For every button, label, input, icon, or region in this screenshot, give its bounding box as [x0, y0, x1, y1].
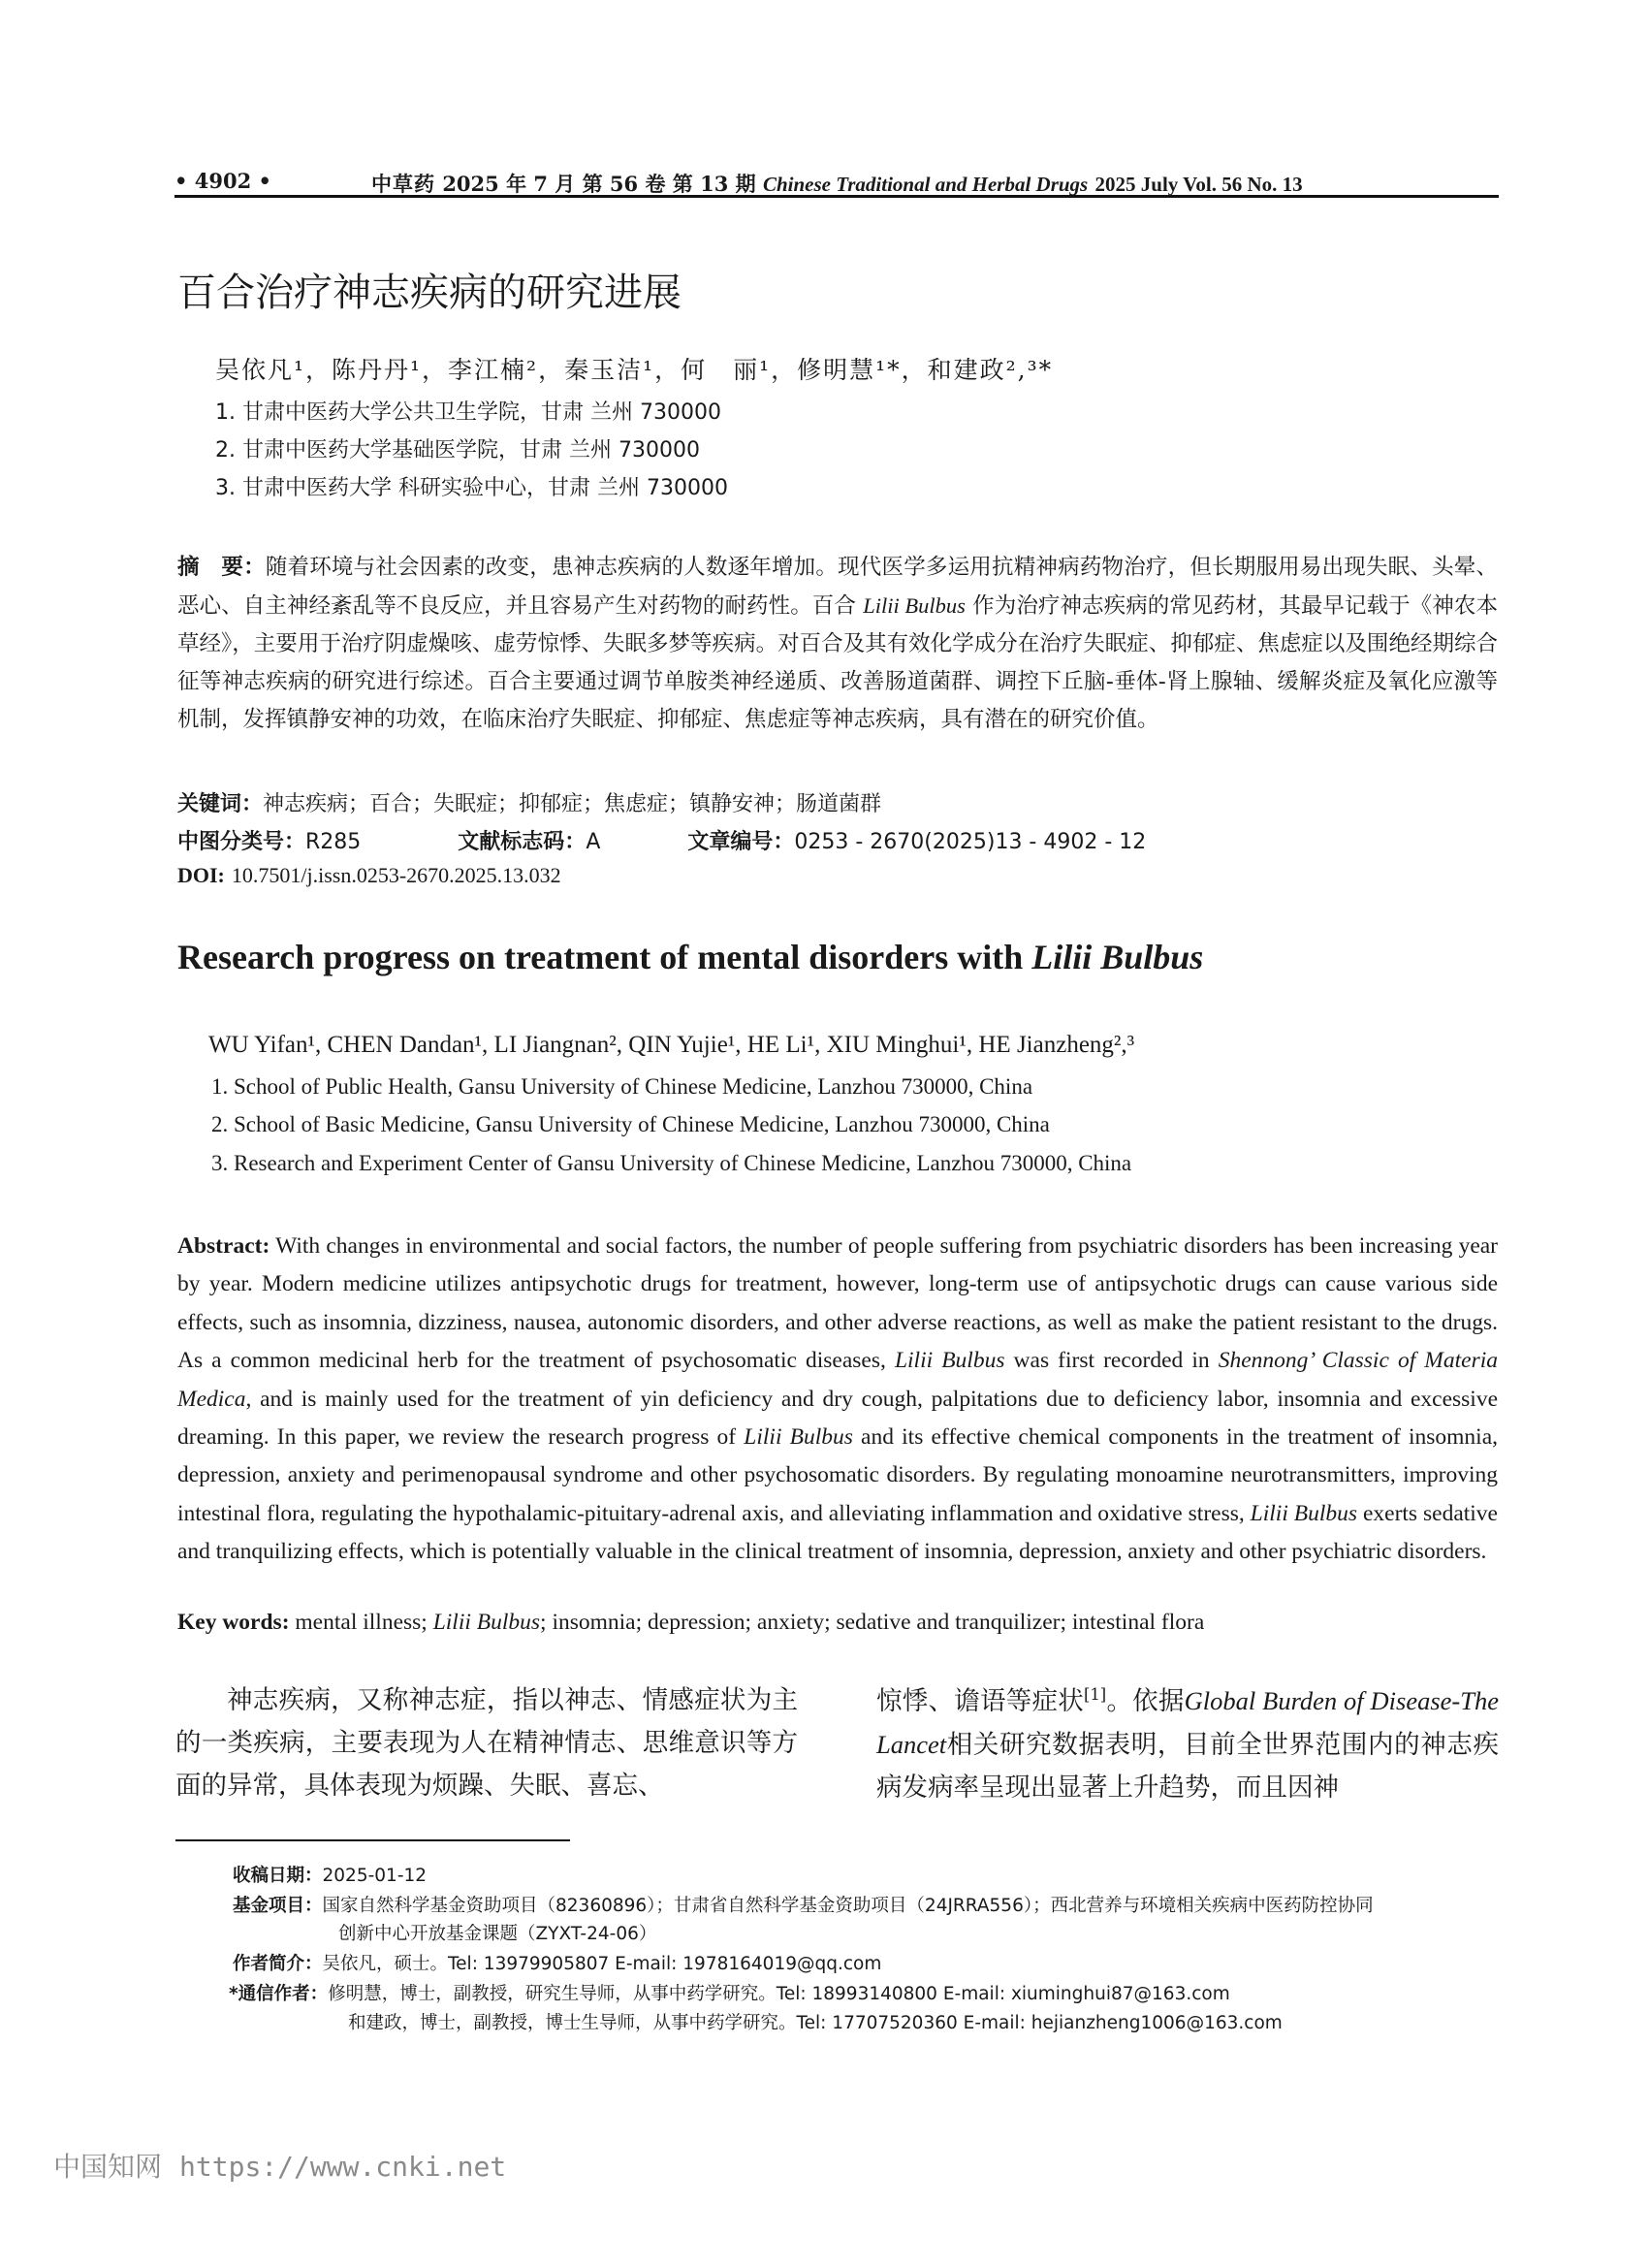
body-right-text-1: 惊悸、谵语等症状 [876, 1686, 1084, 1716]
en-abstract-text-5: exerts sedative and tranquilizing effects, which is potentially valuable in the clinical treatment of insomnia, depression, anxiety and other psychiatric disorders. [177, 1500, 1498, 1565]
cn-abstract-herb: Lilii Bulbus [863, 593, 966, 618]
doi-line [177, 863, 561, 888]
en-title-main: Research progress on treatment of mental disorders with [177, 938, 1032, 976]
author-info: 吴依凡，硕士。Tel: 13979905807 E-mail: 1978164019@qq.com [322, 1954, 882, 1974]
en-affiliation-1: 1. School of Public Health, Gansu University of Chinese Medicine, Lanzhou 730000, China [211, 1074, 1033, 1099]
page-number: • 4902 • [174, 169, 271, 193]
cn-abstract-text-2: 作为治疗神志疾病的常见药材，其最早记载于《神农本草经》，主要用于治疗阴虚燥咳、虚劳惊悸、失眠多梦等疾病。对百合及其有效化学成分在治疗失眠症、抑郁症、焦虑症以及围绝经期综合征等神志疾病的研究进行综述。百合主要通过调节单胺类神经递质、改善肠道菌群、调控下丘脑-垂体-肾上腺轴、缓解炎症及氧化应激等机制，发挥镇静安神的功效，在临床治疗失眠症、抑郁症、焦虑症等神志疾病，具有潜在的研究价值。 [177, 593, 1498, 732]
cn-abstract [177, 549, 1498, 739]
cn-keywords-text: 神志疾病；百合；失眠症；抑郁症；焦虑症；镇静安神；肠道菌群 [263, 792, 882, 816]
issue-cn: 2025 年 7 月 第 56 卷 第 13 期 [442, 172, 756, 196]
cn-keywords [177, 787, 881, 817]
body-right-text-2: 。依据 [1106, 1686, 1185, 1716]
header-rule [174, 195, 1499, 198]
journal-name-en: Chinese Traditional and Herbal Drugs [762, 173, 1089, 196]
cn-affiliation-1: 1. 甘肃中医药大学公共卫生学院，甘肃 兰州 730000 [215, 400, 721, 425]
issue-en: 2025 July Vol. 56 No. 13 [1094, 173, 1303, 196]
article-no-label: 文章编号： [687, 830, 795, 854]
en-affiliation-3: 3. Research and Experiment Center of Gansu University of Chinese Medicine, Lanzhou 730000, China [211, 1151, 1132, 1175]
cn-abstract-label: 摘 要： [177, 555, 266, 580]
footnote-rule [175, 1839, 570, 1841]
body-right-source: Global Burden of Disease-The Lancet [876, 1686, 1499, 1759]
footnote-corr [229, 1980, 1230, 2005]
doc-code-label: 文献标志码： [458, 830, 587, 854]
article-no-value: 0253 - 2670(2025)13 - 4902 - 12 [794, 830, 1147, 854]
body-column-left: 神志疾病，又称神志症，指以神志、情感症状为主的一类疾病，主要表现为人在精神情志、思维意识等方面的异常，具体表现为烦躁、失眠、喜忘、 [175, 1685, 798, 1801]
en-keywords-herb: Lilii Bulbus [432, 1610, 541, 1635]
footnote-fund [233, 1892, 1374, 1917]
journal-name-cn: 中草药 [371, 172, 435, 196]
en-abstract-text-3: , and is mainly used for the treatment of yin deficiency and dry cough, palpitations due to deficiency labor, insomnia and excessive dreaming. In this paper, we review the research progress of [177, 1386, 1498, 1451]
en-abstract-text-2: was first recorded in [1004, 1348, 1219, 1374]
en-keywords [177, 1610, 1204, 1636]
received-value: 2025-01-12 [322, 1866, 428, 1886]
received-label: 收稿日期： [233, 1866, 323, 1886]
cn-title: 百合治疗神志疾病的研究进展 [177, 271, 682, 315]
en-keywords-text-1: mental illness; [295, 1610, 433, 1635]
en-abstract-book: Shennong’ Classic of Materia Medica [177, 1348, 1499, 1412]
en-abstract-label: Abstract: [177, 1233, 270, 1259]
en-abstract [177, 1228, 1498, 1572]
citation-ref[interactable]: [1] [1083, 1685, 1107, 1705]
fund-label: 基金项目： [233, 1896, 323, 1916]
cn-authors: 吴依凡¹，陈丹丹¹，李江楠²，秦玉洁¹，何 丽¹，修明慧¹*，和建政²,³* [215, 356, 1054, 384]
doi-value: 10.7501/j.issn.0253-2670.2025.13.032 [231, 863, 561, 887]
fund-line-1: 国家自然科学基金资助项目（82360896）；甘肃省自然科学基金资助项目（24JRRA556）；西北营养与环境相关疾病中医药防控协同 [322, 1896, 1374, 1916]
en-abstract-herb-2: Lilii Bulbus [744, 1424, 853, 1451]
cn-abstract-text-1: 随着环境与社会因素的改变，患神志疾病的人数逐年增加。现代医学多运用抗精神病药物治疗，但长期服用易出现失眠、头晕、恶心、自主神经紊乱等不良反应，并且容易产生对药物的耐药性。百合 [177, 555, 1498, 619]
running-header [174, 169, 1499, 194]
en-keywords-text-2: ; insomnia; depression; anxiety; sedative and tranquilizer; intestinal flora [540, 1610, 1205, 1635]
en-abstract-text-1: With changes in environmental and social factors, the number of people suffering from psychiatric disorders has been increasing year by year. Modern medicine utilizes antipsychotic drugs for treatment, however, long-term use of antipsychotic drugs can cause various side effects, such as insomnia, dizziness, nausea, autonomic disorders, and other adverse reactions, as well as make the patient resistant to the drugs. As a common medicinal herb for the treatment of psychosomatic diseases, [177, 1233, 1499, 1374]
footnote-corr-cont: 和建政，博士，副教授，博士生导师，从事中药学研究。Tel: 17707520360 E-mail: hejianzheng1006@163.com [348, 2013, 1283, 2033]
journal-issue [371, 169, 1303, 198]
footnote-fund-cont: 创新中心开放基金课题（ZYXT-24-06） [338, 1924, 657, 1944]
clc-value: R285 [305, 830, 362, 854]
footnote-author [233, 1950, 881, 1975]
en-title-herb: Lilii Bulbus [1031, 938, 1204, 976]
en-abstract-herb-3: Lilii Bulbus [1250, 1500, 1358, 1526]
footnote-received [233, 1862, 427, 1887]
en-title [177, 937, 1203, 977]
cnki-site-name: 中国知网 [53, 2151, 163, 2183]
body-right-text-3: 相关研究数据表明，目前全世界范围内的神志疾病发病率呈现出显著上升趋势，而且因神 [876, 1730, 1499, 1803]
author-label: 作者简介： [233, 1954, 323, 1974]
corr-label: *通信作者： [229, 1984, 329, 2004]
cn-affiliation-2: 2. 甘肃中医药大学基础医学院，甘肃 兰州 730000 [215, 438, 700, 463]
clc-label: 中图分类号： [177, 830, 306, 854]
cnki-url[interactable]: https://www.cnki.net [179, 2151, 507, 2183]
cn-affiliation-3: 3. 甘肃中医药大学 科研实验中心，甘肃 兰州 730000 [215, 476, 728, 500]
cn-classification [177, 825, 1146, 855]
en-keywords-label: Key words: [177, 1610, 290, 1635]
en-abstract-herb-1: Lilii Bulbus [894, 1348, 1005, 1374]
corr-line-1: 修明慧，博士，副教授，研究生导师，从事中药学研究。Tel: 18993140800 E-mail: xiuminghui87@163.com [328, 1984, 1230, 2004]
en-affiliation-2: 2. School of Basic Medicine, Gansu University of Chinese Medicine, Lanzhou 730000, China [211, 1112, 1050, 1136]
en-authors: WU Yifan¹, CHEN Dandan¹, LI Jiangnan², QIN Yujie¹, HE Li¹, XIU Minghui¹, HE Jianzheng²,³ [208, 1032, 1135, 1058]
cn-keywords-label: 关键词： [177, 792, 264, 816]
en-abstract-text-4: and its effective chemical components in the treatment of insomnia, depression, anxiety and perimenopausal syndrome and other psychosomatic disorders. By regulating monoamine neurotransmitters, improving intestinal flora, regulating the hypothalamic-pituitary-adrenal axis, and alleviating inflammation and oxidative stress, [177, 1424, 1498, 1526]
cnki-watermark [53, 2146, 506, 2185]
doc-code-value: A [586, 830, 601, 854]
body-column-right [876, 1679, 1499, 1809]
doi-label: DOI: [177, 863, 225, 887]
